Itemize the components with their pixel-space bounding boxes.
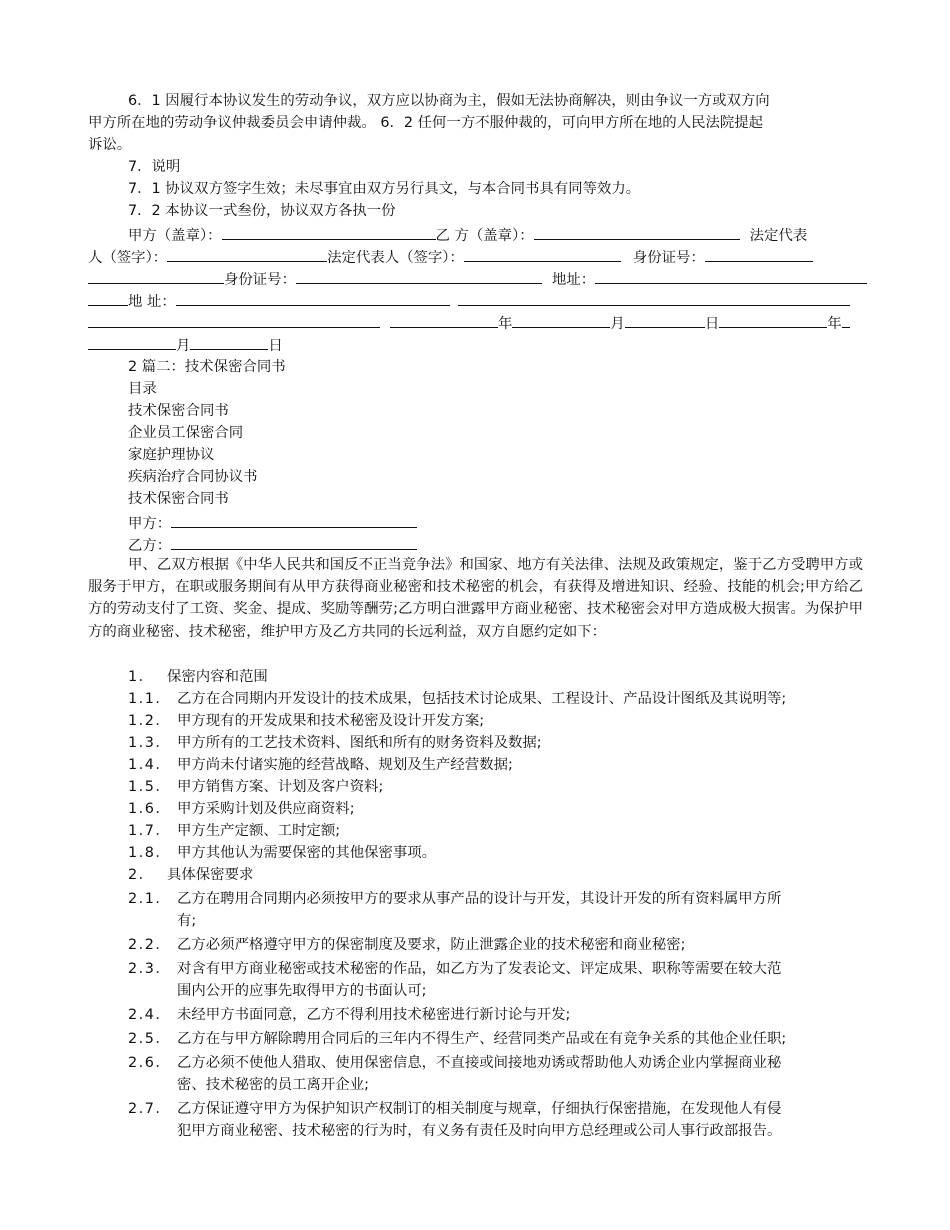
month-2-blank <box>88 332 176 350</box>
party-a-blank <box>171 510 417 528</box>
section6-line1: 6．1 因履行本协议发生的劳动争议，双方应以协商为主，假如无法协商解决，则由争议一方或双方向 <box>128 93 770 109</box>
item-number: 1.3． <box>128 735 172 751</box>
month-2-label: 月 <box>176 338 191 354</box>
item-text: 甲方尚未付诸实施的经营战略、规划及生产经营数据; <box>177 757 513 773</box>
item-text: 甲方现有的开发成果和技术秘密及设计开发方案; <box>177 713 485 729</box>
item-text: 乙方必须不使他人猎取、使用保密信息，不直接或间接地劝诱或帮助他人劝诱企业内掌握商业秘 <box>177 1055 782 1071</box>
intro-paragraph: 甲、乙双方根据《中华人民共和国反不正当竞争法》和国家、地方有关法律、法规及政策规定，鉴于乙方受聘甲方或服务于甲方，在职或服务期间有从甲方获得商业秘密和技术秘密的机会，有获得及增进知识、经验、技能的机会;甲方给乙方的劳动支付了工资、奖金、提成、奖励等酬劳;乙方明白泄露甲方商业秘密、技术秘密会对甲方造成极大损害。为保护甲方的商业秘密、技术秘密，维护甲方及乙方共同的长远利益，双方自愿约定如下： <box>88 557 863 640</box>
id-number-1-label: 身份证号： <box>632 250 705 266</box>
party-a-seal-label: 甲方（盖章）： <box>128 228 222 244</box>
section7-item2: 7．2 本协议一式叁份，协议双方各执一份 <box>128 203 396 219</box>
item-number: 1.5． <box>128 779 172 795</box>
address-2-lead-blank <box>88 288 128 306</box>
legal-rep-label-part2: 人（签字）： <box>88 250 168 266</box>
item-number: 2.6． <box>128 1055 172 1071</box>
day-2-blank <box>190 332 268 350</box>
item-number: 1.2． <box>128 713 172 729</box>
item-number: 2.4． <box>128 1007 172 1023</box>
address-1-label: 地址： <box>551 272 596 288</box>
item-text: 未经甲方书面同意，乙方不得利用技术秘密进行新讨论与开发; <box>177 1007 571 1023</box>
month-1-label: 月 <box>610 316 625 332</box>
signature-line6 <box>88 332 283 357</box>
id-number-1-blank <box>705 244 813 262</box>
section1-number: 1． <box>128 669 155 685</box>
legal-rep-2-label: 法定代表人（签字）： <box>327 250 464 266</box>
item-number: 1.8． <box>128 845 172 861</box>
item-text-cont: 有; <box>177 913 197 929</box>
item-text: 甲方其他认为需要保密的其他保密事项。 <box>177 845 437 861</box>
day-2-label: 日 <box>268 338 283 354</box>
party-a-seal-blank <box>222 222 436 240</box>
party-b-seal-blank <box>534 222 740 240</box>
item-number: 2.7． <box>128 1101 172 1117</box>
legal-rep-2-blank <box>464 244 621 262</box>
item-number: 2.5． <box>128 1031 172 1047</box>
address-2-label: 地 址： <box>128 294 176 310</box>
section7-item1: 7．1 协议双方签字生效；未尽事宜由双方另行具文，与本合同书具有同等效力。 <box>128 181 641 197</box>
item-number: 1.7． <box>128 823 172 839</box>
item-text: 乙方在聘用合同期内必须按甲方的要求从事产品的设计与开发，其设计开发的所有资料属甲方所 <box>177 891 782 907</box>
item-number: 2.1． <box>128 891 172 907</box>
item-number: 2.3． <box>128 961 172 977</box>
id-number-2-label: 身份证号： <box>224 272 296 288</box>
address-2-blank <box>176 288 450 306</box>
toc-title: 目录 <box>128 381 157 397</box>
item-text: 甲方所有的工艺技术资料、图纸和所有的财务资料及数据; <box>177 735 542 751</box>
item-text: 甲方销售方案、计划及客户资料; <box>177 779 384 795</box>
legal-rep-1-blank <box>167 244 327 262</box>
item-text: 甲方采购计划及供应商资料; <box>177 801 355 817</box>
id-number-1-blank-cont <box>88 266 224 284</box>
party-b-seal-label: 乙 方（盖章）： <box>435 228 534 244</box>
year-2-label: 年 <box>827 316 842 332</box>
item-number: 1.6． <box>128 801 172 817</box>
section6-line3: 诉讼。 <box>88 137 132 153</box>
item-text: 乙方在与甲方解除聘用合同后的三年内不得生产、经营同类产品或在有竞争关系的其他企业任职; <box>177 1031 787 1047</box>
date-lead-blank <box>88 310 380 328</box>
section1-title: 保密内容和范围 <box>167 669 268 685</box>
item-text: 甲方生产定额、工时定额; <box>177 823 341 839</box>
address-2-blank-cont <box>458 288 850 306</box>
item-text-cont: 围内公开的应事先取得甲方的书面认可; <box>177 983 427 999</box>
toc-item: 技术保密合同书 <box>128 403 229 419</box>
day-1-blank <box>625 310 705 328</box>
toc-item: 家庭护理协议 <box>128 447 215 463</box>
year-1-blank <box>390 310 498 328</box>
item-text: 乙方必须严格遵守甲方的保密制度及要求，防止泄露企业的技术秘密和商业秘密; <box>177 937 686 953</box>
toc-item: 企业员工保密合同 <box>128 425 244 441</box>
part2-heading: 2 篇二：技术保密合同书 <box>128 359 286 375</box>
toc-item: 技术保密合同书 <box>128 491 229 507</box>
item-text: 乙方保证遵守甲方为保护知识产权制订的相关制度与规章，仔细执行保密措施，在发现他人有侵 <box>177 1101 782 1117</box>
id-number-2-blank <box>296 266 542 284</box>
address-1-blank <box>595 266 867 284</box>
year-2-blank <box>719 310 827 328</box>
item-number: 1.1． <box>128 691 172 707</box>
party-b-label: 乙方： <box>128 538 172 554</box>
section2-title: 具体保密要求 <box>167 867 254 883</box>
item-text: 对含有甲方商业秘密或技术秘密的作品，如乙方为了发表论文、评定成果、职称等需要在较大范 <box>177 961 782 977</box>
party-b-blank <box>171 532 417 550</box>
year-2-tail-blank <box>842 310 850 328</box>
section6-line2: 甲方所在地的劳动争议仲裁委员会申请仲裁。 6．2 任何一方不服仲裁的，可向甲方所在地的人民法院提起 <box>88 115 764 131</box>
party-a-label: 甲方： <box>128 516 172 532</box>
item-text-cont: 犯甲方商业秘密、技术秘密的行为时，有义务有责任及时向甲方总经理或公司人事行政部报告。 <box>177 1123 782 1139</box>
item-number: 2.2． <box>128 937 172 953</box>
month-1-blank <box>512 310 610 328</box>
item-text: 乙方在合同期内开发设计的技术成果，包括技术讨论成果、工程设计、产品设计图纸及其说明等; <box>177 691 787 707</box>
section2-number: 2． <box>128 867 155 883</box>
section7-title: 7．说明 <box>128 159 181 175</box>
year-1-label: 年 <box>498 316 513 332</box>
item-number: 1.4． <box>128 757 172 773</box>
legal-rep-label-part1: 法定代表 <box>749 228 808 244</box>
item-text-cont: 密、技术秘密的员工离开企业; <box>177 1077 369 1093</box>
day-1-label: 日 <box>704 316 720 332</box>
toc-item: 疾病治疗合同协议书 <box>128 469 258 485</box>
